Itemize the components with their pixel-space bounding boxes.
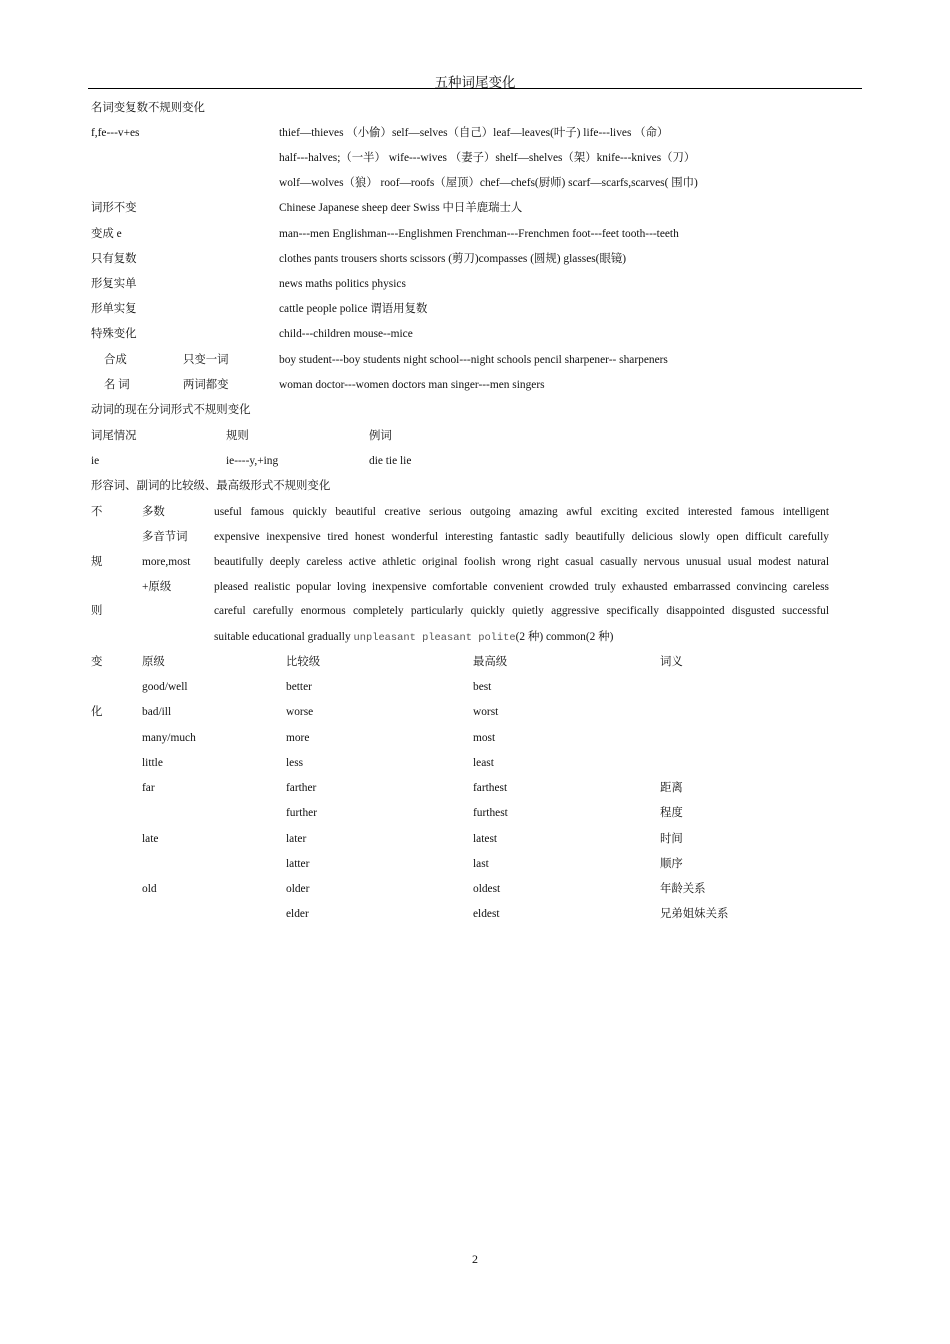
verb-column-header: 规则	[226, 430, 249, 442]
noun-row-text: clothes pants trousers shorts scissors (剪刀)compasses (圆规) glasses(眼镜)	[279, 253, 627, 265]
noun-row-text: child---children mouse--mice	[279, 328, 413, 340]
word-list-mono: unpleasant pleasant polite	[353, 632, 516, 644]
table-cell: farthest	[473, 782, 508, 794]
word-list-prefix: suitable educational gradually	[214, 631, 354, 643]
table-header: 最高级	[473, 656, 508, 668]
table-cell: later	[286, 833, 307, 845]
table-cell: eldest	[473, 908, 500, 920]
word-list-line: beautifully deeply careless active athletic original foolish wrong right casual casually nervous unusual usual modest natural	[214, 556, 829, 568]
table-cell: oldest	[473, 883, 501, 895]
noun-row-label: 特殊变化	[91, 328, 137, 340]
noun-row-text: man---men Englishman---Englishmen Frenchman---Frenchmen foot---feet tooth---teeth	[279, 228, 679, 240]
table-header: 比较级	[286, 656, 321, 668]
table-cell: 时间	[660, 833, 683, 845]
verb-column-header: 例词	[369, 430, 392, 442]
side-char: 则	[91, 605, 103, 617]
table-cell: bad/ill	[142, 706, 172, 718]
compound-label: 合成	[104, 354, 127, 366]
table-cell: furthest	[473, 807, 508, 819]
noun-row-label: 只有复数	[91, 253, 137, 265]
table-cell: worse	[286, 706, 314, 718]
side-char: 不	[91, 506, 103, 518]
table-cell: older	[286, 883, 310, 895]
verb-section-heading: 动词的现在分词形式不规则变化	[91, 404, 251, 416]
rule-label: +原级	[142, 581, 172, 593]
noun-row-text: thief—thieves （小偷）self—selves（自己）leaf—leaves(叶子) life---lives （命）	[279, 127, 669, 139]
table-cell: worst	[473, 706, 499, 718]
adj-section-heading: 形容词、副词的比较级、最高级形式不规则变化	[91, 480, 331, 492]
compound-rule: 只变一词	[183, 354, 229, 366]
noun-row-label: 词形不变	[91, 202, 137, 214]
rule-label: 多数	[142, 506, 165, 518]
rule-label: 多音节词	[142, 531, 188, 543]
verb-column-header: 词尾情况	[91, 430, 137, 442]
table-cell: 年龄关系	[660, 883, 706, 895]
noun-row-label: 变成 e	[91, 228, 122, 240]
table-cell: last	[473, 858, 489, 870]
table-cell: 距离	[660, 782, 683, 794]
table-cell: better	[286, 681, 312, 693]
compound-text: boy student---boy students night school---night schools pencil sharpener-- sharpeners	[279, 354, 668, 366]
word-list-line: expensive inexpensive tired honest wonderful interesting fantastic sadly beautifully delicious slowly open difficult carefully	[214, 531, 829, 543]
table-cell: most	[473, 732, 496, 744]
compound-text: woman doctor---women doctors man singer---men singers	[279, 379, 545, 391]
noun-row-label: 形复实单	[91, 278, 137, 290]
noun-row-text: wolf—wolves（狼） roof—roofs（屋顶）chef—chefs(厨师) scarf—scarfs,scarves( 围巾)	[279, 177, 698, 189]
table-cell: good/well	[142, 681, 188, 693]
table-cell: least	[473, 757, 494, 769]
verb-cell: ie	[91, 455, 100, 467]
table-cell: best	[473, 681, 492, 693]
word-list-line: careful carefully enormous completely particularly quickly quietly aggressive specifically disappointed disgusted successful	[214, 605, 829, 617]
noun-row-text: cattle people police 谓语用复数	[279, 303, 428, 315]
table-cell: more	[286, 732, 310, 744]
table-cell: 兄弟姐妹关系	[660, 908, 729, 920]
table-header: 词义	[660, 656, 683, 668]
table-cell: far	[142, 782, 155, 794]
table-cell: elder	[286, 908, 309, 920]
header-rule	[88, 88, 862, 89]
word-list-last-line	[214, 630, 613, 645]
table-cell: farther	[286, 782, 317, 794]
word-list-line: useful famous quickly beautiful creative serious outgoing amazing awful exciting excited interested famous intelligent	[214, 506, 829, 518]
verb-cell: ie----y,+ing	[226, 455, 279, 467]
page-header-title: 五种词尾变化	[434, 75, 516, 90]
table-cell: old	[142, 883, 157, 895]
side-char: 化	[91, 706, 103, 718]
rule-label: more,most	[142, 556, 191, 568]
table-cell: little	[142, 757, 163, 769]
noun-row-text: half---halves;（一半） wife---wives （妻子）shelf—shelves（架）knife---knives（刀）	[279, 152, 696, 164]
compound-label: 名 词	[104, 379, 130, 391]
table-cell: further	[286, 807, 317, 819]
side-char: 变	[91, 656, 103, 668]
noun-row-label: 形单实复	[91, 303, 137, 315]
noun-row-text: Chinese Japanese sheep deer Swiss 中日羊鹿瑞士人	[279, 202, 523, 214]
table-cell: 程度	[660, 807, 683, 819]
word-list-line: pleased realistic popular loving inexpensive comfortable convenient crowded truly exhausted embarrassed convincing careless	[214, 581, 829, 593]
table-cell: 顺序	[660, 858, 683, 870]
table-cell: latter	[286, 858, 310, 870]
verb-cell: die tie lie	[369, 455, 412, 467]
noun-section-heading: 名词变复数不规则变化	[91, 102, 205, 114]
table-cell: latest	[473, 833, 498, 845]
word-list-suffix: (2 种) common(2 种)	[515, 631, 614, 643]
table-header: 原级	[142, 656, 165, 668]
noun-row-text: news maths politics physics	[279, 278, 406, 290]
compound-rule: 两词都变	[183, 379, 229, 391]
table-cell: many/much	[142, 732, 196, 744]
noun-row-label: f,fe---v+es	[91, 127, 140, 139]
table-cell: late	[142, 833, 159, 845]
page-number: 2	[472, 1252, 478, 1266]
side-char: 规	[91, 556, 103, 568]
table-cell: less	[286, 757, 304, 769]
